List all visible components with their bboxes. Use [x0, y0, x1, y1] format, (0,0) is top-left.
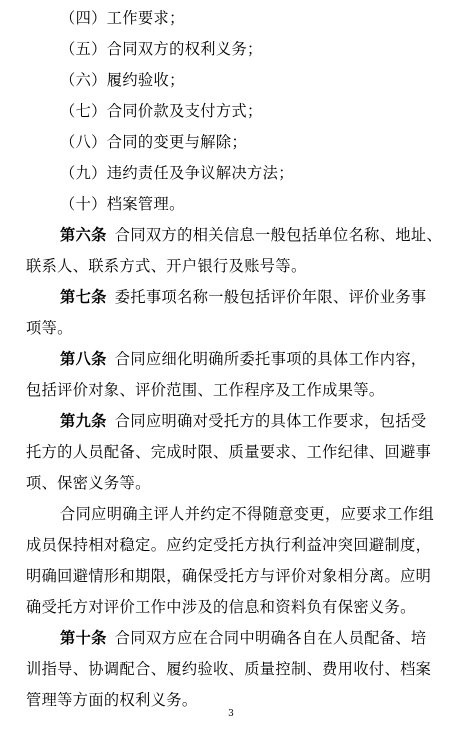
article-10-line-1 — [60, 628, 462, 648]
article-7-line-1 — [60, 287, 462, 307]
list-item-9: （九）违约责任及争议解决方法； — [60, 164, 294, 182]
article-8-text: 合同应细化明确所委托事项的具体工作内容， — [114, 350, 427, 368]
article-8-line-1 — [60, 349, 462, 369]
article-9-line-1 — [60, 411, 462, 431]
list-item-5: （五）合同双方的权利义务； — [60, 40, 263, 58]
article-10-text: 合同双方应在合同中明确各自在人员配备、培 — [114, 629, 427, 647]
paragraph-line-3: 明确回避情形和期限，确保受托方与评价对象相分离。应明 — [26, 567, 432, 585]
article-10-line-2: 训指导、协调配合、履约验收、质量控制、费用收付、档案 — [26, 660, 432, 678]
article-7-text: 委托事项名称一般包括评价年限、评价业务事 — [114, 288, 427, 306]
article-9-line-2: 托方的人员配备、完成时限、质量要求、工作纪律、回避事 — [26, 443, 432, 461]
article-8-label: 第八条 — [60, 350, 107, 368]
article-8-line-2: 包括评价对象、评价范围、工作程序及工作成果等。 — [26, 381, 385, 399]
article-6-label: 第六条 — [60, 226, 107, 244]
article-6-text: 合同双方的相关信息一般包括单位名称、地址、 — [114, 226, 443, 244]
article-7-label: 第七条 — [60, 288, 107, 306]
list-item-10: （十）档案管理。 — [60, 195, 185, 213]
paragraph-line-1: 合同应明确主评人并约定不得随意变更，应要求工作组 — [60, 505, 435, 523]
page-number: 3 — [228, 709, 234, 719]
article-10-label: 第十条 — [60, 629, 107, 647]
list-item-8: （八）合同的变更与解除； — [60, 133, 248, 151]
paragraph-line-2: 成员保持相对稳定。应约定受托方执行利益冲突回避制度， — [26, 536, 432, 554]
article-9-text: 合同应明确对受托方的具体工作要求，包括受 — [114, 412, 427, 430]
article-6-line-2: 联系人、联系方式、开户银行及账号等。 — [26, 257, 307, 275]
paragraph-line-4: 确受托方对评价工作中涉及的信息和资料负有保密义务。 — [26, 598, 416, 616]
list-item-6: （六）履约验收； — [60, 71, 185, 89]
article-6-line-1 — [60, 225, 462, 245]
article-9-label: 第九条 — [60, 412, 107, 430]
article-9-line-3: 项、保密义务等。 — [26, 474, 151, 492]
article-7-line-2: 项等。 — [26, 319, 73, 337]
article-10-line-3: 管理等方面的权利义务。 — [26, 691, 198, 709]
list-item-4: （四）工作要求； — [60, 9, 185, 27]
list-item-7: （七）合同价款及支付方式； — [60, 102, 263, 120]
